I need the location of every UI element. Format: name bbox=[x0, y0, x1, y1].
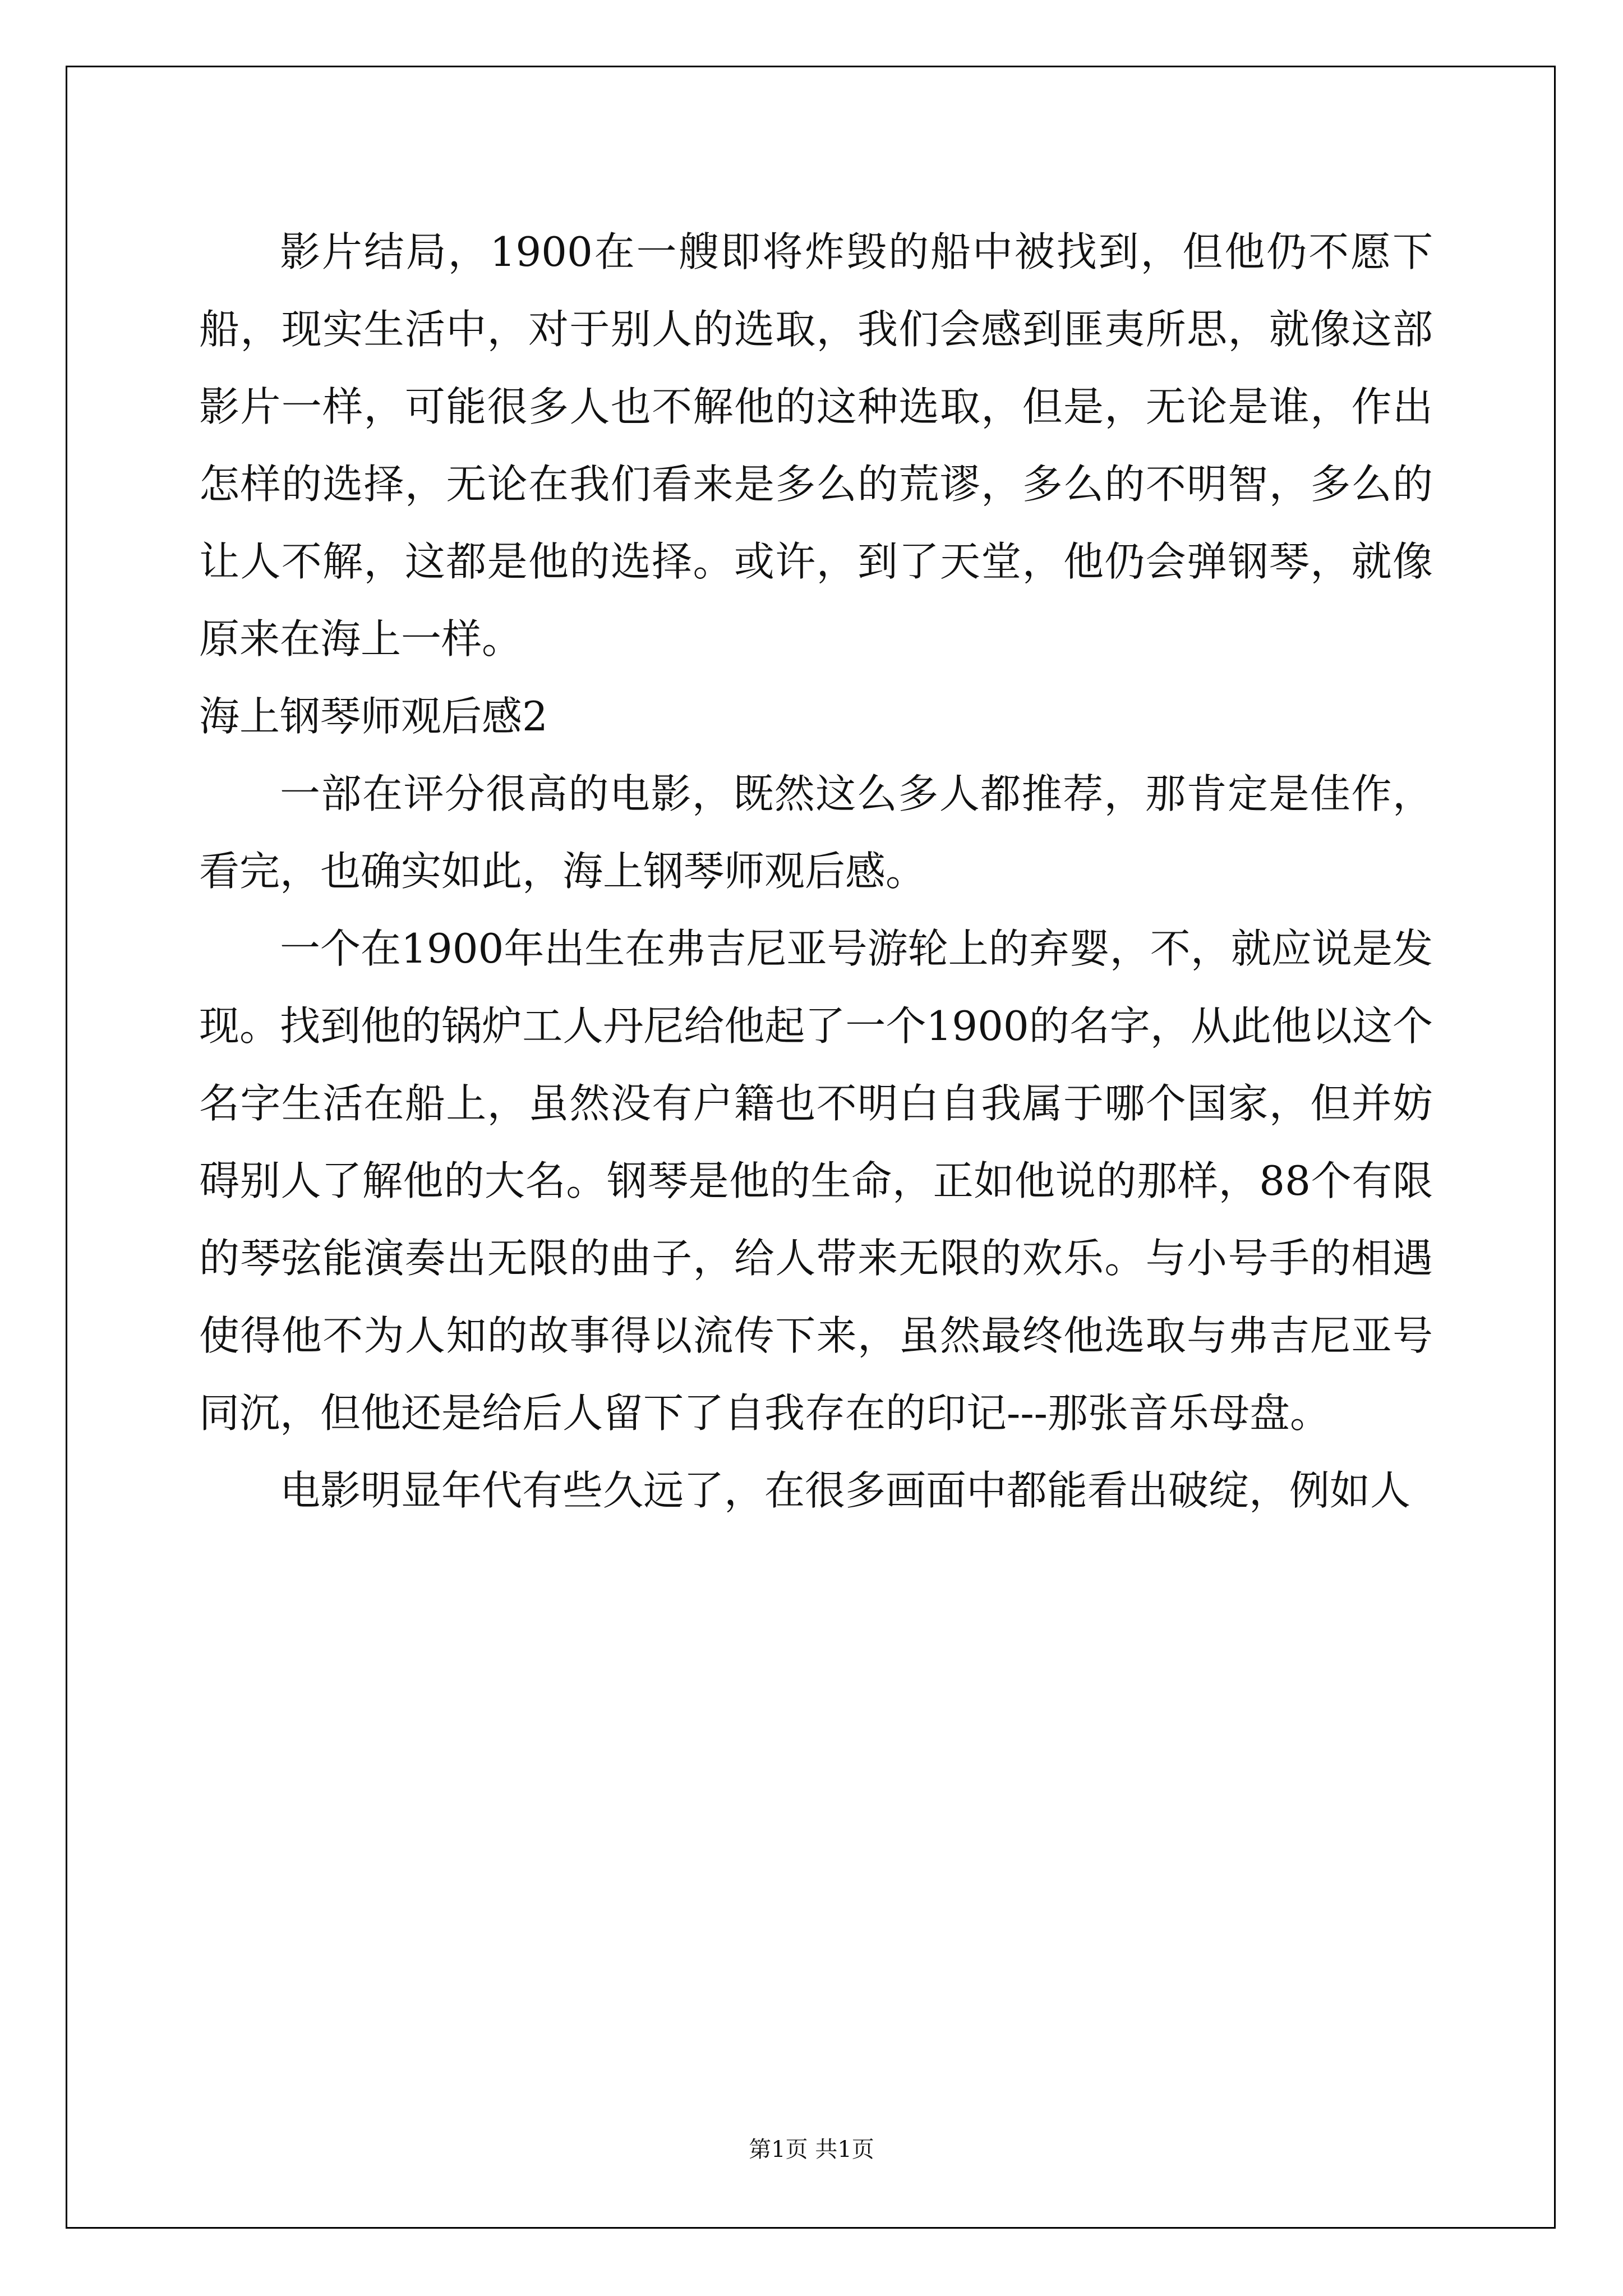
paragraph: 一部在评分很高的电影，既然这么多人都推荐，那肯定是佳作，看完，也确实如此，海上钢琴师观后感。 bbox=[199, 770, 1433, 895]
page-footer: 第1页 共1页 bbox=[749, 2137, 874, 2162]
document-body bbox=[199, 213, 1433, 1529]
paragraph: 电影明显年代有些久远了，在很多画面中都能看出破绽，例如人 bbox=[280, 1467, 1411, 1514]
paragraph: 影片结局，1900在一艘即将炸毁的船中被找到，但他仍不愿下船，现实生活中，对于别人的选取，我们会感到匪夷所思，就像这部影片一样，可能很多人也不解他的这种选取，但是，无论是谁，作出怎样的选择，无论在我们看来是多么的荒谬，多么的不明智，多么的让人不解，这都是他的选择。或许，到了天堂，他仍会弹钢琴，就像原来在海上一样。 bbox=[199, 228, 1433, 662]
paragraph: 一个在1900年出生在弗吉尼亚号游轮上的弃婴，不，就应说是发现。找到他的锅炉工人丹尼给他起了一个1900的名字，从此他以这个名字生活在船上，虽然没有户籍也不明白自我属于哪个国家，但并妨碍别人了解他的大名。钢琴是他的生命，正如他说的那样，88个有限的琴弦能演奏出无限的曲子，给人带来无限的欢乐。与小号手的相遇使得他不为人知的故事得以流传下来，虽然最终他选取与弗吉尼亚号同沉，但他还是给后人留下了自我存在的印记---那张音乐母盘。 bbox=[199, 925, 1433, 1437]
section-heading: 海上钢琴师观后感2 bbox=[199, 693, 548, 740]
